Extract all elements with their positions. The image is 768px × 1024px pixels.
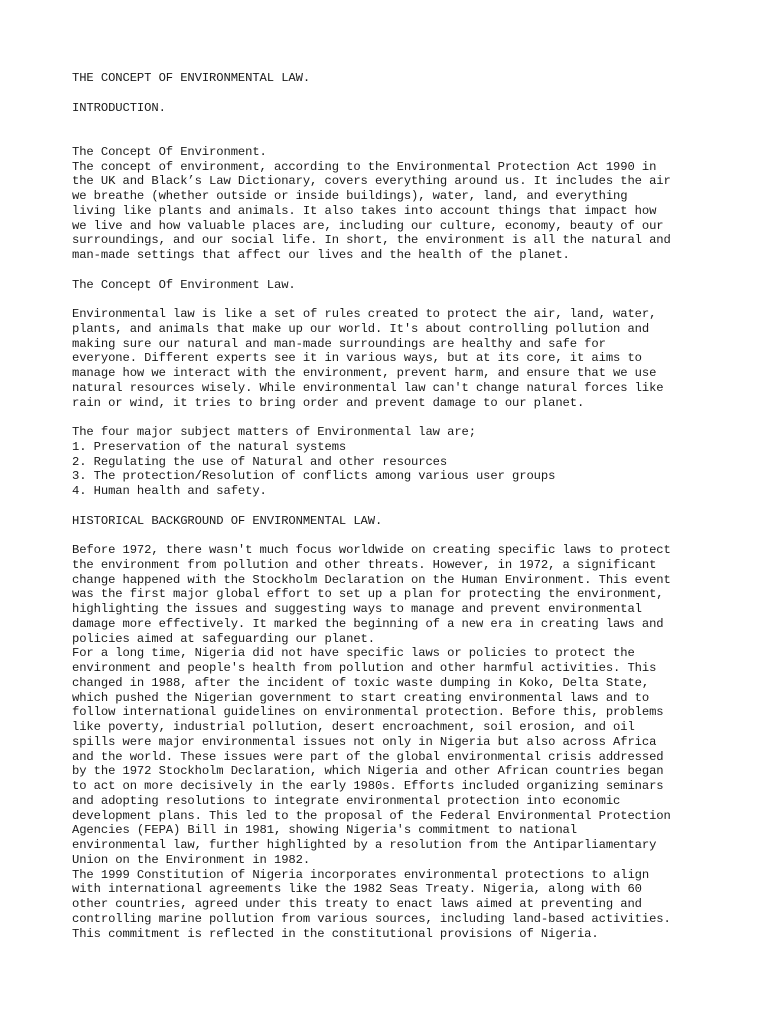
spacer bbox=[72, 499, 712, 514]
paragraph-line: plants, and animals that make up our world. It's about controlling pollution and bbox=[72, 321, 650, 336]
paragraph-line: we live and how valuable places are, including our culture, economy, beauty of our bbox=[72, 218, 664, 233]
paragraph-line: with international agreements like the 1982 Seas Treaty. Nigeria, along with 60 bbox=[72, 882, 642, 897]
paragraph-line: damage more effectively. It marked the beginning of a new era in creating laws and bbox=[72, 616, 664, 631]
paragraph-line: natural resources wisely. While environmental law can't change natural forces like bbox=[72, 380, 664, 395]
list-item: 4. Human health and safety. bbox=[72, 484, 267, 498]
paragraph-line: This commitment is reflected in the constitutional provisions of Nigeria. bbox=[72, 926, 599, 941]
introduction-heading: INTRODUCTION. bbox=[72, 100, 166, 115]
paragraph-line: living like plants and animals. It also takes into account things that impact how bbox=[72, 203, 657, 218]
list-item: 2. Regulating the use of Natural and other resources bbox=[72, 454, 448, 469]
paragraph-line: surroundings, and our social life. In short, the environment is all the natural and bbox=[72, 233, 671, 248]
paragraph-line: rain or wind, it tries to bring order and prevent damage to our planet. bbox=[72, 395, 585, 410]
paragraph-line: highlighting the issues and suggesting ways to manage and prevent environmental bbox=[72, 602, 642, 616]
paragraph-line: which pushed the Nigerian government to start creating environmental laws and to bbox=[72, 690, 650, 705]
paragraph-line: Union on the Environment in 1982. bbox=[72, 852, 311, 867]
paragraph-line: Environmental law is like a set of rules created to protect the air, land, water, bbox=[72, 307, 657, 321]
paragraph-line: like poverty, industrial pollution, desert encroachment, soil erosion, and oil bbox=[72, 720, 635, 734]
spacer bbox=[72, 410, 712, 425]
paragraph-line: and the world. These issues were part of the global environmental crisis addressed bbox=[72, 749, 664, 764]
paragraph-line: change happened with the Stockholm Declaration on the Human Environment. This event bbox=[72, 572, 671, 587]
paragraph-line: spills were major environmental issues not only in Nigeria but also across Africa bbox=[72, 734, 657, 749]
document-page bbox=[72, 71, 712, 941]
paragraph-line: For a long time, Nigeria did not have specific laws or policies to protect the bbox=[72, 646, 635, 661]
paragraph-line: the environment from pollution and other threats. However, in 1972, a significant bbox=[72, 557, 657, 572]
paragraph-line: environment and people's health from pollution and other harmful activities. This bbox=[72, 661, 657, 675]
paragraph-line: The 1999 Constitution of Nigeria incorporates environmental protections to align bbox=[72, 867, 650, 882]
paragraph-line: manage how we interact with the environment, prevent harm, and ensure that we use bbox=[72, 366, 657, 380]
paragraph-line: controlling marine pollution from various sources, including land-based activities. bbox=[72, 911, 671, 926]
paragraph-line: to act on more decisively in the early 1980s. Efforts included organizing seminars bbox=[72, 779, 664, 793]
environment-law-heading: The Concept Of Environment Law. bbox=[72, 277, 296, 292]
paragraph-line: making sure our natural and man-made surroundings are healthy and safe for bbox=[72, 336, 606, 351]
paragraph-line: Agencies (FEPA) Bill in 1981, showing Nigeria's commitment to national bbox=[72, 823, 577, 838]
spacer bbox=[72, 528, 712, 543]
paragraph-line: Before 1972, there wasn't much focus worldwide on creating specific laws to protect bbox=[72, 543, 671, 557]
history-paragraph bbox=[72, 543, 712, 941]
spacer bbox=[72, 292, 712, 307]
paragraph-line: development plans. This led to the proposal of the Federal Environmental Protection bbox=[72, 808, 671, 823]
spacer bbox=[72, 263, 712, 278]
paragraph-line: The concept of environment, according to the Environmental Protection Act 1990 in bbox=[72, 159, 657, 174]
paragraph-line: was the first major global effort to set up a plan for protecting the environment, bbox=[72, 587, 664, 602]
paragraph-line: other countries, agreed under this treaty to enact laws aimed at preventing and bbox=[72, 897, 642, 911]
paragraph-line: follow international guidelines on environmental protection. Before this, problems bbox=[72, 705, 664, 720]
paragraph-line: everyone. Different experts see it in various ways, but at its core, it aims to bbox=[72, 351, 642, 366]
environment-law-paragraph bbox=[72, 307, 712, 410]
paragraph-line: the UK and Black’s Law Dictionary, covers everything around us. It includes the air bbox=[72, 174, 671, 189]
paragraph-line: and adopting resolutions to integrate environmental protection into economic bbox=[72, 793, 621, 808]
subject-matters-intro: The four major subject matters of Environmental law are; bbox=[72, 425, 476, 439]
paragraph-line: man-made settings that affect our lives and the health of the planet. bbox=[72, 248, 570, 262]
spacer bbox=[72, 115, 712, 145]
paragraph-line: we breathe (whether outside or inside buildings), water, land, and everything bbox=[72, 189, 628, 203]
list-item: 3. The protection/Resolution of conflicts among various user groups bbox=[72, 469, 556, 484]
paragraph-line: changed in 1988, after the incident of toxic waste dumping in Koko, Delta State, bbox=[72, 675, 650, 690]
history-heading: HISTORICAL BACKGROUND OF ENVIRONMENTAL LAW. bbox=[72, 513, 383, 528]
paragraph-line: environmental law, further highlighted by a resolution from the Antiparliamentary bbox=[72, 838, 657, 852]
paragraph-line: policies aimed at safeguarding our planet. bbox=[72, 631, 375, 646]
paragraph-line: by the 1972 Stockholm Declaration, which Nigeria and other African countries began bbox=[72, 764, 664, 779]
document-title: THE CONCEPT OF ENVIRONMENTAL LAW. bbox=[72, 71, 311, 85]
environment-paragraph bbox=[72, 160, 712, 263]
environment-heading: The Concept Of Environment. bbox=[72, 144, 267, 159]
spacer bbox=[72, 86, 712, 101]
subject-matters-list bbox=[72, 440, 712, 499]
list-item: 1. Preservation of the natural systems bbox=[72, 439, 347, 454]
